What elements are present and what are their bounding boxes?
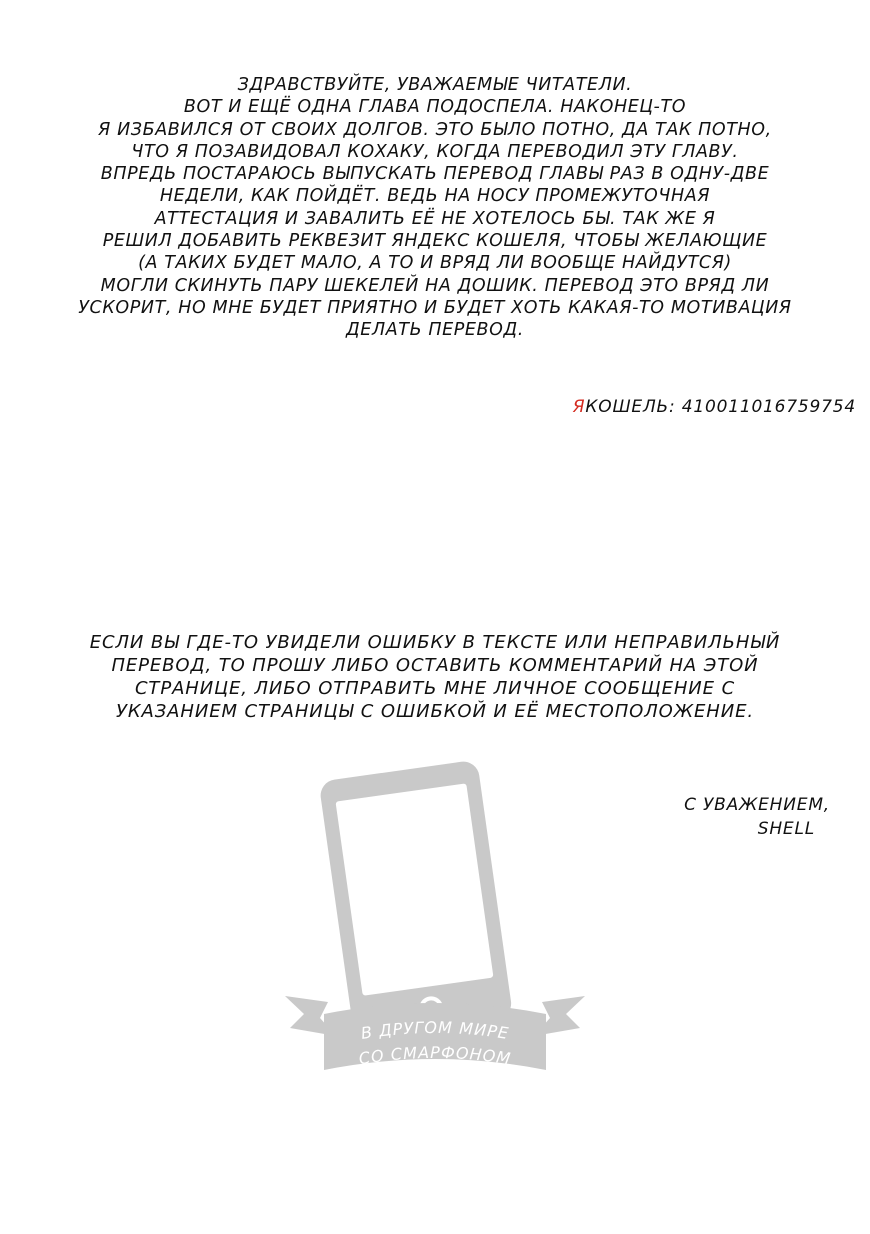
error-report-line: ЕСЛИ ВЫ ГДЕ-ТО УВИДЕЛИ ОШИБКУ В ТЕКСТЕ ИЛИ НЕПРАВИЛЬНЫЙ — [89, 632, 781, 653]
error-report-line: СТРАНИЦЕ, ЛИБО ОТПРАВИТЬ МНЕ ЛИЧНОЕ СООБЩЕНИЕ С — [134, 678, 736, 699]
error-report-line: ПЕРЕВОД, ТО ПРОШУ ЛИБО ОСТАВИТЬ КОММЕНТАРИЙ НА ЭТОЙ — [111, 655, 759, 676]
wallet-digits: 410011016759754 — [681, 397, 856, 417]
smartphone-icon — [319, 760, 514, 1040]
intro-line: РЕШИЛ ДОБАВИТЬ РЕКВЕЗИТ ЯНДЕКС КОШЕЛЯ, ЧТОБЫ ЖЕЛАЮЩИЕ — [102, 231, 768, 252]
author-name: SHELL — [757, 819, 815, 839]
signoff — [684, 793, 830, 841]
intro-line: МОГЛИ СКИНУТЬ ПАРУ ШЕКЕЛЕЙ НА ДОШИК. ПЕРЕВОД ЭТО ВРЯД ЛИ — [100, 275, 770, 296]
error-report-line: УКАЗАНИЕМ СТРАНИЦЫ С ОШИБКОЙ И ЕЁ МЕСТОПОЛОЖЕНИЕ. — [115, 701, 754, 722]
intro-line: ЗДРАВСТВУЙТЕ, УВАЖАЕМЫЕ ЧИТАТЕЛИ. — [237, 75, 633, 95]
intro-message — [0, 74, 870, 342]
ribbon-banner — [285, 996, 585, 1070]
yandex-letter: Я — [572, 397, 586, 417]
intro-line: ВПРЕДЬ ПОСТАРАЮСЬ ВЫПУСКАТЬ ПЕРЕВОД ГЛАВЫ РАЗ В ОДНУ-ДВЕ — [100, 164, 770, 185]
error-report-message — [0, 631, 870, 723]
intro-line: ДЕЛАТЬ ПЕРЕВОД. — [346, 320, 524, 341]
intro-line: (А ТАКИХ БУДЕТ МАЛО, А ТО И ВРЯД ЛИ ВООБЩЕ НАЙДУТСЯ) — [138, 253, 732, 274]
intro-line: ВОТ И ЕЩЁ ОДНА ГЛАВА ПОДОСПЕЛА. НАКОНЕЦ-ТО — [183, 97, 687, 118]
banner-line-2: СО СМАРФОНОМ — [357, 1042, 513, 1069]
intro-line: УСКОРИТ, НО МНЕ БУДЕТ ПРИЯТНО И БУДЕТ ХОТЬ КАКАЯ-ТО МОТИВАЦИЯ — [78, 297, 792, 318]
team-logo — [280, 752, 590, 1082]
svg-text:СО СМАРФОНОМ — [357, 1043, 512, 1068]
intro-line: НЕДЕЛИ, КАК ПОЙДЁТ. ВЕДЬ НА НОСУ ПРОМЕЖУТОЧНАЯ — [159, 186, 711, 207]
regards-text: С УВАЖЕНИЕМ, — [684, 795, 830, 815]
wallet-number — [573, 397, 856, 417]
wallet-label: КОШЕЛЬ: — [585, 397, 682, 417]
banner-line-1: В ДРУГОМ МИРЕ — [359, 1017, 511, 1043]
intro-line: Я ИЗБАВИЛСЯ ОТ СВОИХ ДОЛГОВ. ЭТО БЫЛО ПОТНО, ДА ТАК ПОТНО, — [98, 119, 772, 140]
intro-line: ЧТО Я ПОЗАВИДОВАЛ КОХАКУ, КОГДА ПЕРЕВОДИЛ ЭТУ ГЛАВУ. — [131, 141, 739, 162]
intro-line: АТТЕСТАЦИЯ И ЗАВАЛИТЬ ЕЁ НЕ ХОТЕЛОСЬ БЫ. ТАК ЖЕ Я — [154, 208, 716, 229]
